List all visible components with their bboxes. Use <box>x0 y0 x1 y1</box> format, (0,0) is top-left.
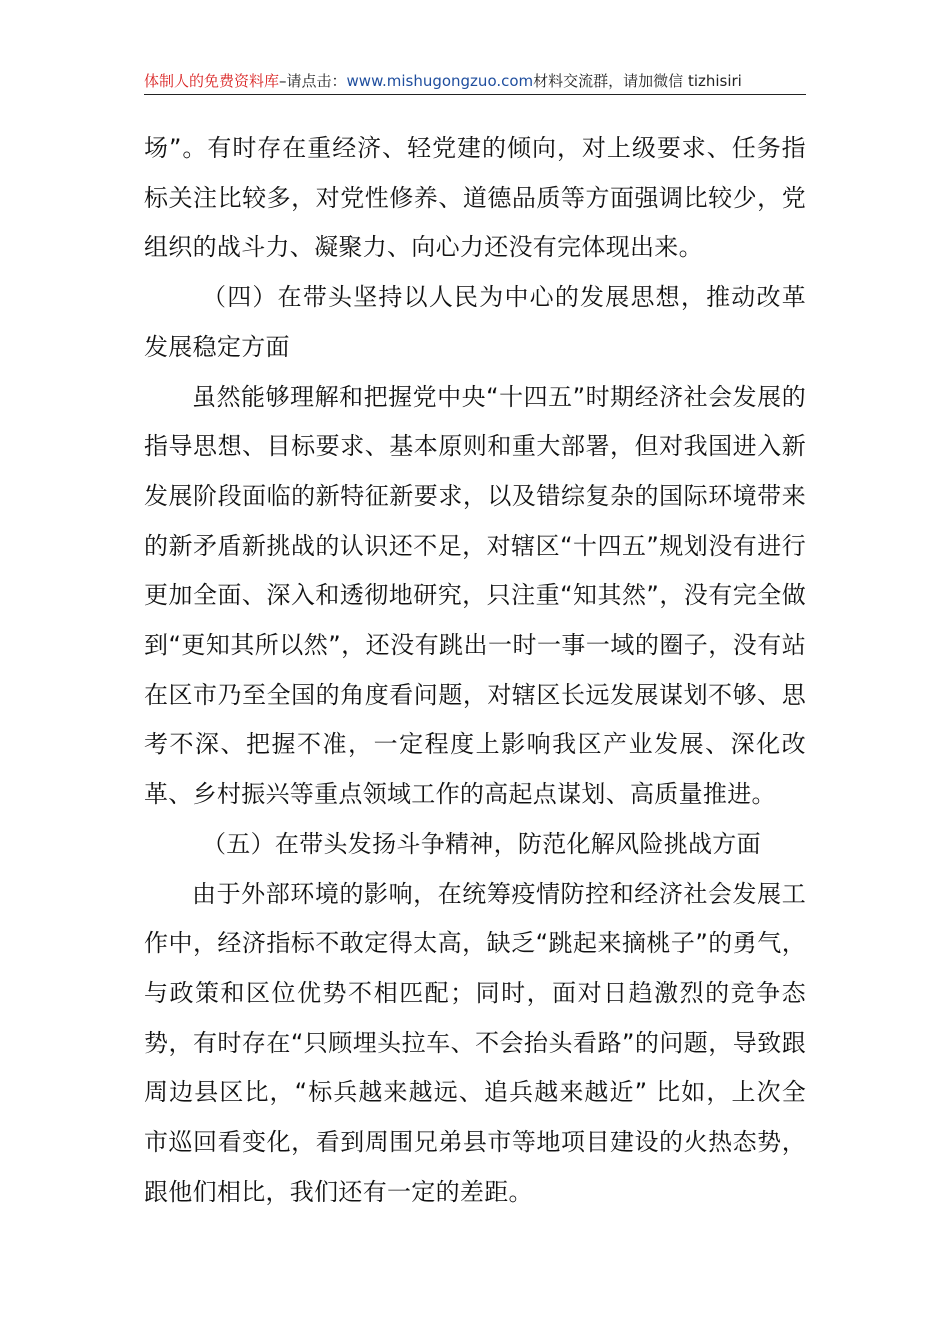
paragraph-section-4: 虽然能够理解和把握党中央“十四五”时期经济社会发展的指导思想、目标要求、基本原则和重大部署，但对我国进入新发展阶段面临的新特征新要求，以及错综复杂的国际环境带来的新矛盾新挑战的认识还不足，对辖区“十四五”规划没有进行更加全面、深入和透彻地研究，只注重“知其然”，没有完全做到“更知其所以然”，还没有跳出一时一事一域的圈子，没有站在区市乃至全国的角度看问题，对辖区长远发展谋划不够、思考不深、把握不准，一定程度上影响我区产业发展、深化改革、乡村振兴等重点领域工作的高起点谋划、高质量推进。 <box>144 382 806 809</box>
header-url-link[interactable]: www.mishugongzuo.com <box>346 72 534 90</box>
header-brand: 体制人的免费资料库 <box>144 72 280 90</box>
page-header <box>144 68 806 95</box>
paragraph-section-5: 由于外部环境的影响，在统筹疫情防控和经济社会发展工作中，经济指标不敢定得太高，缺乏“跳起来摘桃子”的勇气，与政策和区位优势不相匹配；同时，面对日趋激烈的竞争态势，有时存在“只顾埋头拉车、不会抬头看路”的问题，导致跟周边县区比，“标兵越来越远、追兵越来越近” 比如，上次全市巡回看变化，看到周围兄弟县市等地项目建设的火热态势，跟他们相比，我们还有一定的差距。 <box>144 879 806 1206</box>
section-heading-4: （四）在带头坚持以人民为中心的发展思想，推动改革发展稳定方面 <box>144 283 806 361</box>
header-wechat-note: 材料交流群，请加微信 tizhisiri <box>533 72 742 90</box>
paragraph-continued: 场”。有时存在重经济、轻党建的倾向，对上级要求、任务指标关注比较多，对党性修养、道德品质等方面强调比较少，党组织的战斗力、凝聚力、向心力还没有完体现出来。 <box>144 134 806 262</box>
section-heading-5: （五）在带头发扬斗争精神，防范化解风险挑战方面 <box>202 829 761 858</box>
document-body <box>144 124 806 1217</box>
header-prompt: –请点击： <box>279 72 347 90</box>
